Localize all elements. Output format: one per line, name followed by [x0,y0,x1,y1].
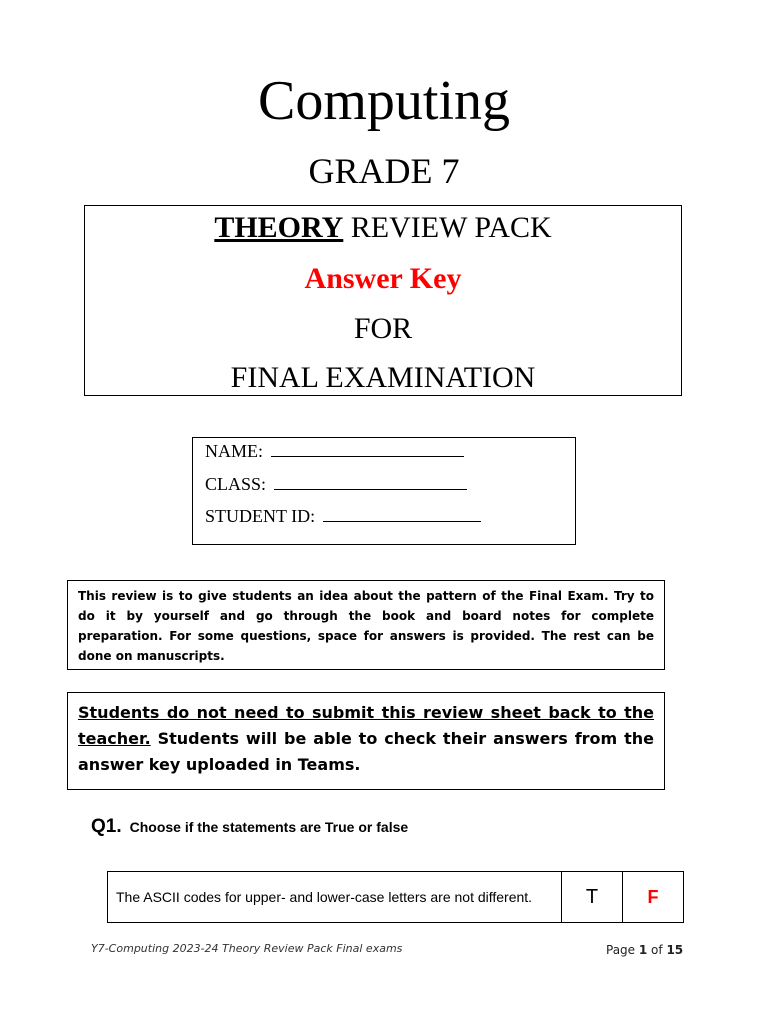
of-word: of [647,943,667,957]
theory-label: THEORY [214,211,344,244]
exam-label: FINAL EXAMINATION [230,361,536,394]
page-number [606,943,683,957]
review-pack-label: REVIEW PACK [343,211,552,244]
page-current: 1 [638,943,648,957]
note-box: This review is to give students an idea about the pattern of the Final Exam. Try to do it by yourself and go through the book and board notes for complete preparation. For some questions, space for answers is provided. The rest can be done on manuscripts. [67,580,665,670]
question-1-heading [91,816,408,838]
notice-box [67,692,665,790]
review-pack-line [85,211,681,245]
true-option[interactable]: T [562,872,623,923]
notice-rest: Students will be able to check their answers from the answer key uploaded in Teams. [78,729,654,774]
class-row [205,474,467,495]
for-label: FOR [353,312,413,345]
name-row [205,441,464,462]
answer-key-label: Answer Key [304,262,462,295]
student-id-field[interactable] [323,507,481,522]
footer-title: Y7-Computing 2023-24 Theory Review Pack Final exams [91,942,403,955]
false-option-answer[interactable]: F [623,872,684,923]
true-false-table [107,871,684,923]
page-title: Computing [257,70,511,132]
name-field[interactable] [271,442,464,457]
class-label: CLASS: [205,474,267,494]
statement-cell: The ASCII codes for upper- and lower-case letters are not different. [108,872,562,923]
class-field[interactable] [274,475,467,490]
notice-underlined: Students do not need to submit this review sheet back to the teacher. [78,703,654,748]
student-id-row [205,506,481,527]
question-instruction: Choose if the statements are True or false [129,819,409,835]
student-info-box [192,437,576,545]
page-total: 15 [666,943,684,957]
student-id-label: STUDENT ID: [205,506,316,526]
page-word: Page [606,943,639,957]
name-label: NAME: [205,441,263,461]
cover-box [84,205,682,396]
table-row [108,872,684,923]
grade-heading: GRADE 7 [308,151,460,191]
question-number: Q1. [91,816,122,837]
